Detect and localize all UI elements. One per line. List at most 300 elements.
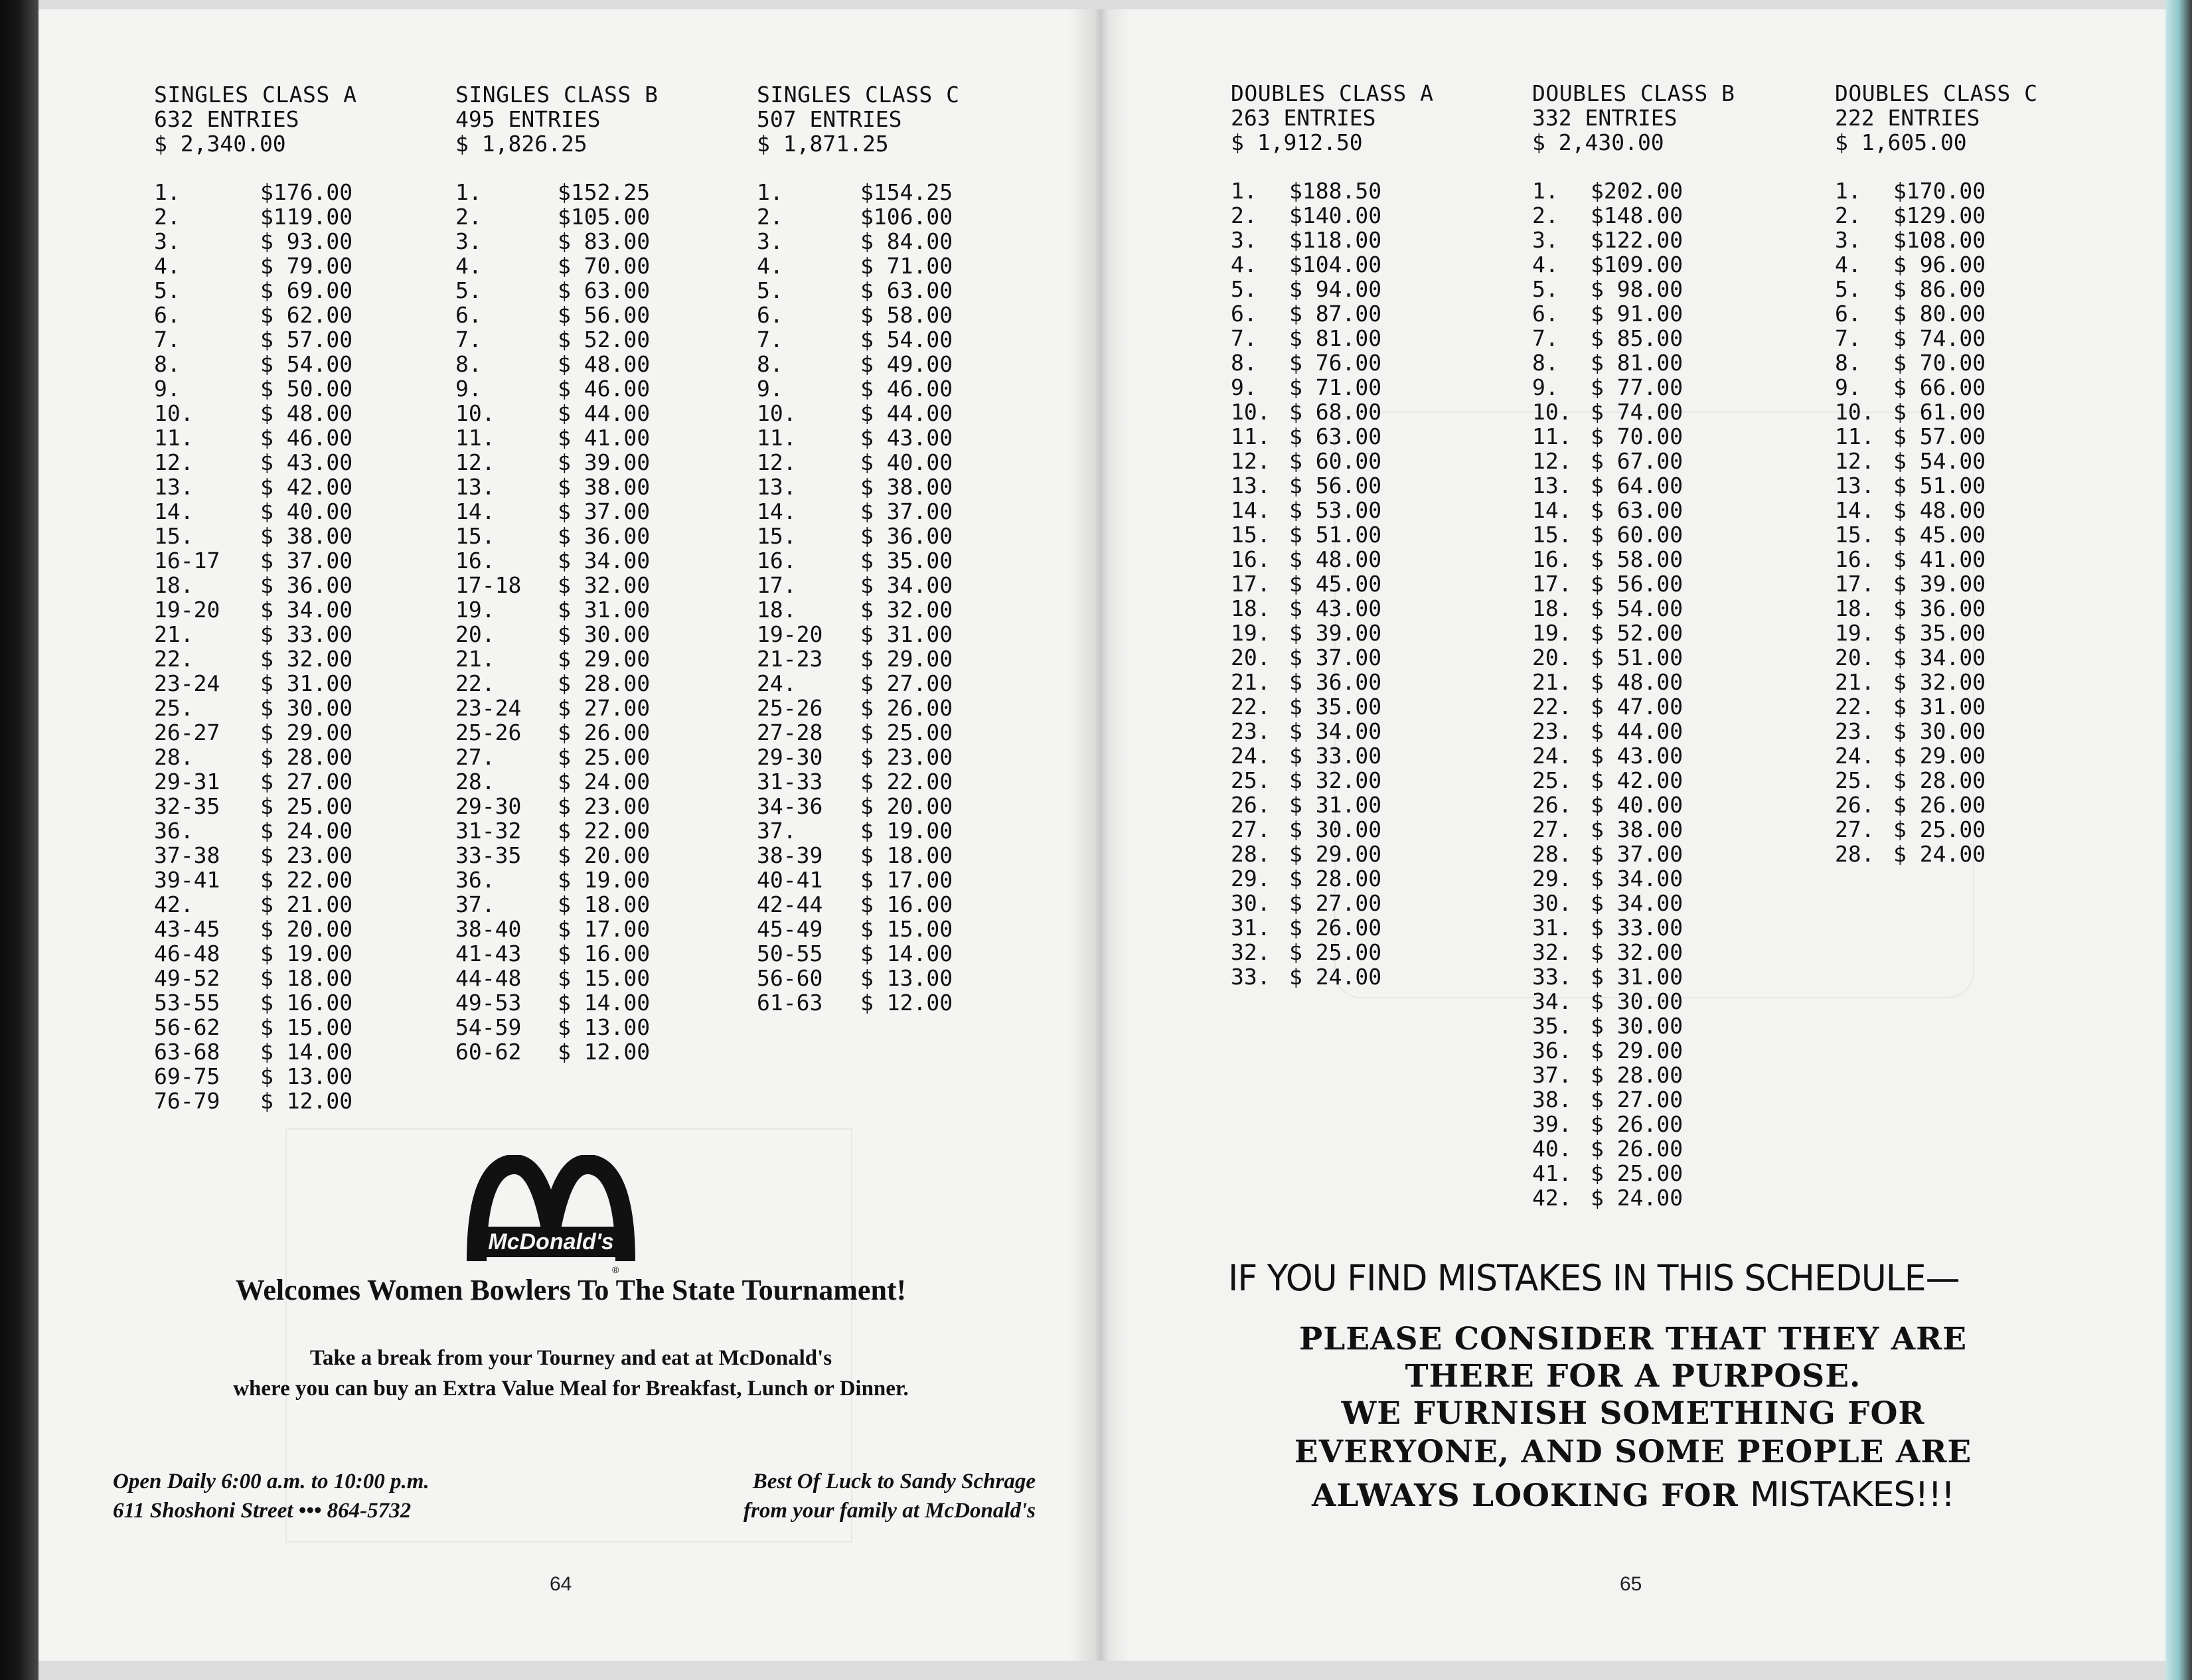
prize-row	[154, 769, 357, 794]
prize-row	[1835, 498, 2038, 522]
prize-row	[1231, 400, 1434, 424]
column-total: $ 1,826.25	[455, 131, 587, 157]
place-label: 23.	[1532, 718, 1572, 744]
prize-amount: $ 33.00	[260, 621, 353, 647]
prize-row	[1532, 449, 1735, 473]
logo-text: McDonald's	[488, 1229, 614, 1255]
prize-amount: $ 48.00	[260, 400, 353, 426]
prize-row	[455, 573, 659, 597]
prize-amount: $ 61.00	[1893, 399, 1986, 425]
prize-amount: $ 30.00	[1289, 816, 1382, 842]
place-label: 40-41	[757, 867, 823, 893]
singles-class-a-column	[154, 82, 357, 1113]
prize-amount: $ 43.00	[1289, 595, 1382, 621]
prize-amount: $ 16.00	[260, 990, 353, 1016]
message-line-2: THERE FOR A PURPOSE.	[1405, 1358, 1861, 1395]
place-label: 53-55	[154, 990, 220, 1016]
place-label: 27.	[1231, 816, 1271, 842]
prize-row	[757, 303, 960, 327]
prize-amount: $ 20.00	[860, 793, 953, 819]
prize-amount: $ 70.00	[1591, 423, 1683, 449]
prize-amount: $ 34.00	[1289, 718, 1382, 744]
prize-row	[757, 524, 960, 548]
page-number-left: 64	[550, 1573, 572, 1595]
prize-row	[455, 376, 659, 401]
place-label: 7.	[757, 327, 783, 352]
place-label: 8.	[1835, 350, 1861, 376]
prize-row	[154, 1064, 357, 1089]
prize-amount: $ 30.00	[1893, 718, 1986, 744]
place-label: 31.	[1532, 915, 1572, 941]
prize-row	[757, 671, 960, 696]
prize-amount: $ 71.00	[860, 253, 953, 279]
place-label: 11.	[455, 425, 495, 451]
prize-row	[757, 647, 960, 671]
place-label: 42.	[1532, 1185, 1572, 1211]
prize-row	[154, 966, 357, 990]
prize-row	[1835, 719, 2038, 743]
place-label: 5.	[154, 277, 181, 303]
prize-row	[154, 475, 357, 499]
prize-row	[1835, 547, 2038, 572]
prize-amount: $ 23.00	[260, 842, 353, 868]
prize-row	[1231, 866, 1434, 891]
place-label: 31-32	[455, 818, 522, 844]
prize-row	[1532, 424, 1735, 449]
prize-row	[1231, 817, 1434, 842]
place-label: 4.	[154, 253, 181, 279]
prize-amount: $ 32.00	[260, 646, 353, 672]
prize-amount: $ 35.00	[1289, 694, 1382, 720]
prize-amount: $ 29.00	[1289, 841, 1382, 867]
prize-row	[154, 843, 357, 868]
prize-amount: $ 30.00	[1591, 1013, 1683, 1039]
prize-row	[1835, 449, 2038, 473]
prize-row	[1231, 547, 1434, 572]
prize-amount: $ 44.00	[1591, 718, 1683, 744]
place-label: 37.	[455, 891, 495, 917]
place-label: 15.	[1532, 522, 1572, 548]
prize-row	[1532, 670, 1735, 694]
place-label: 26-27	[154, 720, 220, 745]
prize-amount: $ 94.00	[1289, 276, 1382, 302]
place-label: 10.	[455, 400, 495, 426]
prize-row	[455, 548, 659, 573]
place-label: 28.	[1231, 841, 1271, 867]
prize-amount: $ 30.00	[558, 621, 651, 647]
place-label: 3.	[455, 228, 482, 254]
place-label: 21.	[1835, 669, 1875, 695]
prize-row	[154, 818, 357, 843]
prize-row	[455, 671, 659, 696]
prize-amount: $ 47.00	[1591, 694, 1683, 720]
prize-amount: $ 29.00	[1591, 1037, 1683, 1063]
prize-row	[154, 941, 357, 966]
prize-row	[757, 843, 960, 868]
prize-amount: $ 69.00	[260, 277, 353, 303]
place-label: 13.	[757, 474, 797, 500]
prize-row	[1231, 522, 1434, 547]
place-label: 15.	[757, 523, 797, 549]
prize-amount: $ 35.00	[1893, 620, 1986, 646]
prize-amount: $ 37.00	[1591, 841, 1683, 867]
prize-row	[455, 1015, 659, 1039]
prize-row	[455, 843, 659, 868]
prize-amount: $ 57.00	[260, 327, 353, 352]
place-label: 3.	[757, 228, 783, 254]
place-label: 45-49	[757, 916, 823, 942]
prize-amount: $ 32.00	[1591, 939, 1683, 965]
prize-amount: $ 42.00	[260, 474, 353, 500]
message-line-1: PLEASE CONSIDER THAT THEY ARE	[1298, 1321, 1968, 1357]
prize-row	[455, 917, 659, 941]
prize-row	[154, 180, 357, 204]
prize-amount: $ 37.00	[1289, 645, 1382, 670]
place-label: 6.	[1835, 301, 1861, 327]
prize-amount: $ 26.00	[860, 695, 953, 721]
prize-amount: $ 24.00	[1591, 1185, 1683, 1211]
prize-row	[757, 818, 960, 843]
prize-amount: $ 25.00	[558, 744, 651, 770]
prize-row	[455, 990, 659, 1015]
doubles-class-a-column	[1231, 81, 1434, 989]
prize-row	[455, 622, 659, 647]
prize-row	[1231, 301, 1434, 326]
prize-row	[1532, 572, 1735, 596]
place-label: 44-48	[455, 965, 522, 991]
place-label: 16-17	[154, 548, 220, 573]
prize-row	[154, 917, 357, 941]
place-label: 18.	[1231, 595, 1271, 621]
prize-row	[757, 475, 960, 499]
prize-row	[455, 352, 659, 376]
place-label: 32.	[1532, 939, 1572, 965]
place-label: 6.	[1532, 301, 1559, 327]
prize-row	[154, 990, 357, 1015]
ad-address: 611 Shoshoni Street ••• 864-5732	[113, 1499, 412, 1523]
prize-row	[154, 1089, 357, 1113]
prize-amount: $170.00	[1893, 178, 1986, 204]
place-label: 10.	[154, 400, 194, 426]
place-label: 19-20	[154, 597, 220, 623]
prize-row	[1231, 842, 1434, 866]
place-label: 29-30	[757, 744, 823, 770]
prize-row	[154, 597, 357, 622]
place-label: 1.	[757, 179, 783, 205]
prize-amount: $ 18.00	[558, 891, 651, 917]
place-label: 20.	[455, 621, 495, 647]
prize-row	[1532, 1161, 1735, 1185]
place-label: 20.	[1835, 645, 1875, 670]
place-label: 31.	[1231, 915, 1271, 941]
prize-row	[1835, 203, 2038, 228]
place-label: 26.	[1532, 792, 1572, 818]
place-label: 7.	[455, 327, 482, 352]
place-label: 9.	[1835, 374, 1861, 400]
prize-amount: $ 22.00	[860, 769, 953, 795]
place-label: 36.	[154, 818, 194, 844]
place-label: 41.	[1532, 1160, 1572, 1186]
prize-row	[455, 327, 659, 352]
prize-amount: $ 54.00	[1893, 448, 1986, 474]
prize-row	[1835, 670, 2038, 694]
prize-amount: $ 46.00	[860, 376, 953, 402]
prize-row	[1835, 768, 2038, 793]
place-label: 2.	[1532, 202, 1559, 228]
prize-amount: $ 25.00	[1591, 1160, 1683, 1186]
prize-row	[1532, 694, 1735, 719]
handwritten-end: MISTAKES!!!	[1750, 1475, 1955, 1515]
prize-row	[757, 180, 960, 204]
prize-amount: $ 50.00	[260, 376, 353, 402]
prize-amount: $ 43.00	[1591, 743, 1683, 769]
place-label: 6.	[1231, 301, 1257, 327]
prize-row	[757, 229, 960, 254]
prize-amount: $ 74.00	[1591, 399, 1683, 425]
place-label: 2.	[757, 204, 783, 230]
prize-row	[1532, 645, 1735, 670]
prize-amount: $ 87.00	[1289, 301, 1382, 327]
place-label: 10.	[757, 400, 797, 426]
prize-amount: $ 28.00	[558, 670, 651, 696]
prize-row	[1532, 1087, 1735, 1112]
prize-amount: $ 83.00	[558, 228, 651, 254]
place-label: 21.	[455, 646, 495, 672]
prize-amount: $ 29.00	[860, 646, 953, 672]
prize-amount: $ 15.00	[558, 965, 651, 991]
prize-amount: $ 31.00	[260, 670, 353, 696]
prize-row	[154, 499, 357, 524]
column-entries: 632 ENTRIES	[154, 106, 299, 132]
prize-amount: $ 16.00	[860, 891, 953, 917]
place-label: 37-38	[154, 842, 220, 868]
prize-amount: $ 21.00	[260, 891, 353, 917]
prize-amount: $ 52.00	[1591, 620, 1683, 646]
place-label: 20.	[1231, 645, 1271, 670]
column-title: DOUBLES CLASS A	[1231, 80, 1434, 106]
prize-row	[757, 941, 960, 966]
place-label: 21.	[1231, 669, 1271, 695]
prize-row	[154, 1015, 357, 1039]
place-label: 17.	[757, 572, 797, 598]
prize-row	[1835, 694, 2038, 719]
prize-row	[1231, 596, 1434, 621]
place-label: 29.	[1231, 866, 1271, 891]
prize-amount: $ 31.00	[1893, 694, 1986, 720]
singles-class-c-column	[757, 82, 960, 1015]
prize-amount: $ 79.00	[260, 253, 353, 279]
prize-row	[455, 745, 659, 769]
prize-row	[455, 941, 659, 966]
message-line-5-text: ALWAYS LOOKING FOR	[1311, 1478, 1739, 1514]
prize-amount: $ 39.00	[1893, 571, 1986, 597]
place-label: 29.	[1532, 866, 1572, 891]
column-total: $ 2,430.00	[1532, 129, 1664, 155]
place-label: 27.	[1835, 816, 1875, 842]
handwritten-heading: IF YOU FIND MISTAKES IN THIS SCHEDULE—	[1228, 1257, 1960, 1300]
prize-rows	[1835, 179, 2038, 866]
prize-row	[1835, 817, 2038, 842]
prize-amount: $ 36.00	[558, 523, 651, 549]
place-label: 11.	[1532, 423, 1572, 449]
place-label: 28.	[154, 744, 194, 770]
place-label: 4.	[455, 253, 482, 279]
place-label: 32.	[1231, 939, 1271, 965]
place-label: 5.	[1231, 276, 1257, 302]
message-line-4: EVERYONE, AND SOME PEOPLE ARE	[1294, 1434, 1972, 1470]
place-label: 25-26	[757, 695, 823, 721]
prize-row	[1532, 940, 1735, 964]
place-label: 76-79	[154, 1088, 220, 1114]
prize-row	[1835, 179, 2038, 203]
message-line-5	[1195, 1475, 2071, 1515]
prize-row	[154, 671, 357, 696]
prize-row	[757, 720, 960, 745]
ad-headline: Welcomes Women Bowlers To The State Tournament!	[235, 1274, 907, 1306]
prize-row	[1231, 326, 1434, 350]
doubles-class-b-column	[1532, 81, 1735, 1210]
prize-amount: $ 15.00	[860, 916, 953, 942]
column-total: $ 2,340.00	[154, 131, 286, 157]
prize-amount: $ 32.00	[558, 572, 651, 598]
prize-row	[1532, 621, 1735, 645]
place-label: 22.	[1835, 694, 1875, 720]
place-label: 24.	[1835, 743, 1875, 769]
place-label: 49-53	[455, 990, 522, 1016]
prize-row	[154, 254, 357, 278]
prize-amount: $ 38.00	[260, 523, 353, 549]
place-label: 16.	[455, 548, 495, 573]
prize-amount: $ 60.00	[1289, 448, 1382, 474]
place-label: 16.	[1532, 546, 1572, 572]
prize-amount: $ 20.00	[260, 916, 353, 942]
prize-row	[1835, 252, 2038, 277]
prize-row	[757, 327, 960, 352]
prize-row	[1231, 719, 1434, 743]
prize-amount: $ 33.00	[1591, 915, 1683, 941]
prize-amount: $148.00	[1591, 202, 1683, 228]
place-label: 7.	[1532, 325, 1559, 351]
place-label: 18.	[757, 597, 797, 623]
place-label: 25.	[154, 695, 194, 721]
prize-row	[154, 524, 357, 548]
prize-row	[455, 769, 659, 794]
prize-amount: $ 48.00	[1289, 546, 1382, 572]
page-number-right: 65	[1620, 1573, 1642, 1595]
place-label: 13.	[154, 474, 194, 500]
prize-row	[1835, 277, 2038, 301]
place-label: 19.	[1532, 620, 1572, 646]
place-label: 56-60	[757, 965, 823, 991]
place-label: 15.	[455, 523, 495, 549]
place-label: 21.	[1532, 669, 1572, 695]
prize-amount: $ 44.00	[860, 400, 953, 426]
prize-amount: $ 26.00	[558, 720, 651, 745]
prize-amount: $ 27.00	[558, 695, 651, 721]
prize-row	[1532, 964, 1735, 989]
place-label: 7.	[1835, 325, 1861, 351]
place-label: 30.	[1231, 890, 1271, 916]
prize-amount: $ 19.00	[860, 818, 953, 844]
prize-row	[757, 376, 960, 401]
place-label: 39.	[1532, 1111, 1572, 1137]
prize-row	[757, 204, 960, 229]
prize-amount: $ 46.00	[558, 376, 651, 402]
place-label: 9.	[757, 376, 783, 402]
prize-row	[154, 622, 357, 647]
prize-amount: $ 38.00	[1591, 816, 1683, 842]
place-label: 49-52	[154, 965, 220, 991]
prize-row	[455, 475, 659, 499]
place-label: 28.	[1835, 841, 1875, 867]
prize-row	[757, 278, 960, 303]
book-gutter-shadow	[1069, 9, 1129, 1661]
prize-amount: $105.00	[558, 204, 651, 230]
place-label: 18.	[154, 572, 194, 598]
place-label: 26.	[1835, 792, 1875, 818]
place-label: 42-44	[757, 891, 823, 917]
prize-amount: $ 30.00	[1591, 988, 1683, 1014]
prize-row	[1231, 670, 1434, 694]
prize-amount: $ 37.00	[260, 548, 353, 573]
place-label: 34-36	[757, 793, 823, 819]
place-label: 42.	[154, 891, 194, 917]
prize-row	[1231, 179, 1434, 203]
prize-amount: $ 48.00	[1893, 497, 1986, 523]
place-label: 69-75	[154, 1063, 220, 1089]
prize-amount: $ 26.00	[1289, 915, 1382, 941]
prize-row	[455, 696, 659, 720]
place-label: 40.	[1532, 1136, 1572, 1162]
prize-row	[154, 327, 357, 352]
place-label: 11.	[757, 425, 797, 451]
prize-amount: $ 48.00	[1591, 669, 1683, 695]
prize-row	[757, 425, 960, 450]
prize-amount: $ 31.00	[1289, 792, 1382, 818]
prize-row	[1532, 1038, 1735, 1063]
prize-amount: $140.00	[1289, 202, 1382, 228]
prize-amount: $ 13.00	[558, 1014, 651, 1040]
prize-amount: $ 18.00	[860, 842, 953, 868]
place-label: 28.	[1532, 841, 1572, 867]
place-label: 2.	[154, 204, 181, 230]
prize-amount: $ 56.00	[1591, 571, 1683, 597]
prize-row	[1835, 301, 2038, 326]
prize-row	[154, 647, 357, 671]
place-label: 38.	[1532, 1087, 1572, 1112]
prize-row	[154, 720, 357, 745]
place-label: 30.	[1532, 890, 1572, 916]
place-label: 61-63	[757, 990, 823, 1016]
prize-amount: $ 23.00	[558, 793, 651, 819]
prize-amount: $ 25.00	[860, 720, 953, 745]
place-label: 1.	[154, 179, 181, 205]
prize-amount: $118.00	[1289, 227, 1382, 253]
prize-row	[154, 868, 357, 892]
prize-row	[1532, 842, 1735, 866]
prize-row	[1532, 1185, 1735, 1210]
place-label: 3.	[1231, 227, 1257, 253]
prize-amount: $ 93.00	[260, 228, 353, 254]
column-total: $ 1,912.50	[1231, 129, 1363, 155]
place-label: 4.	[757, 253, 783, 279]
prize-amount: $ 14.00	[860, 941, 953, 966]
prize-amount: $ 91.00	[1591, 301, 1683, 327]
prize-row	[757, 401, 960, 425]
prize-amount: $ 45.00	[1893, 522, 1986, 548]
place-label: 14.	[757, 498, 797, 524]
place-label: 9.	[455, 376, 482, 402]
